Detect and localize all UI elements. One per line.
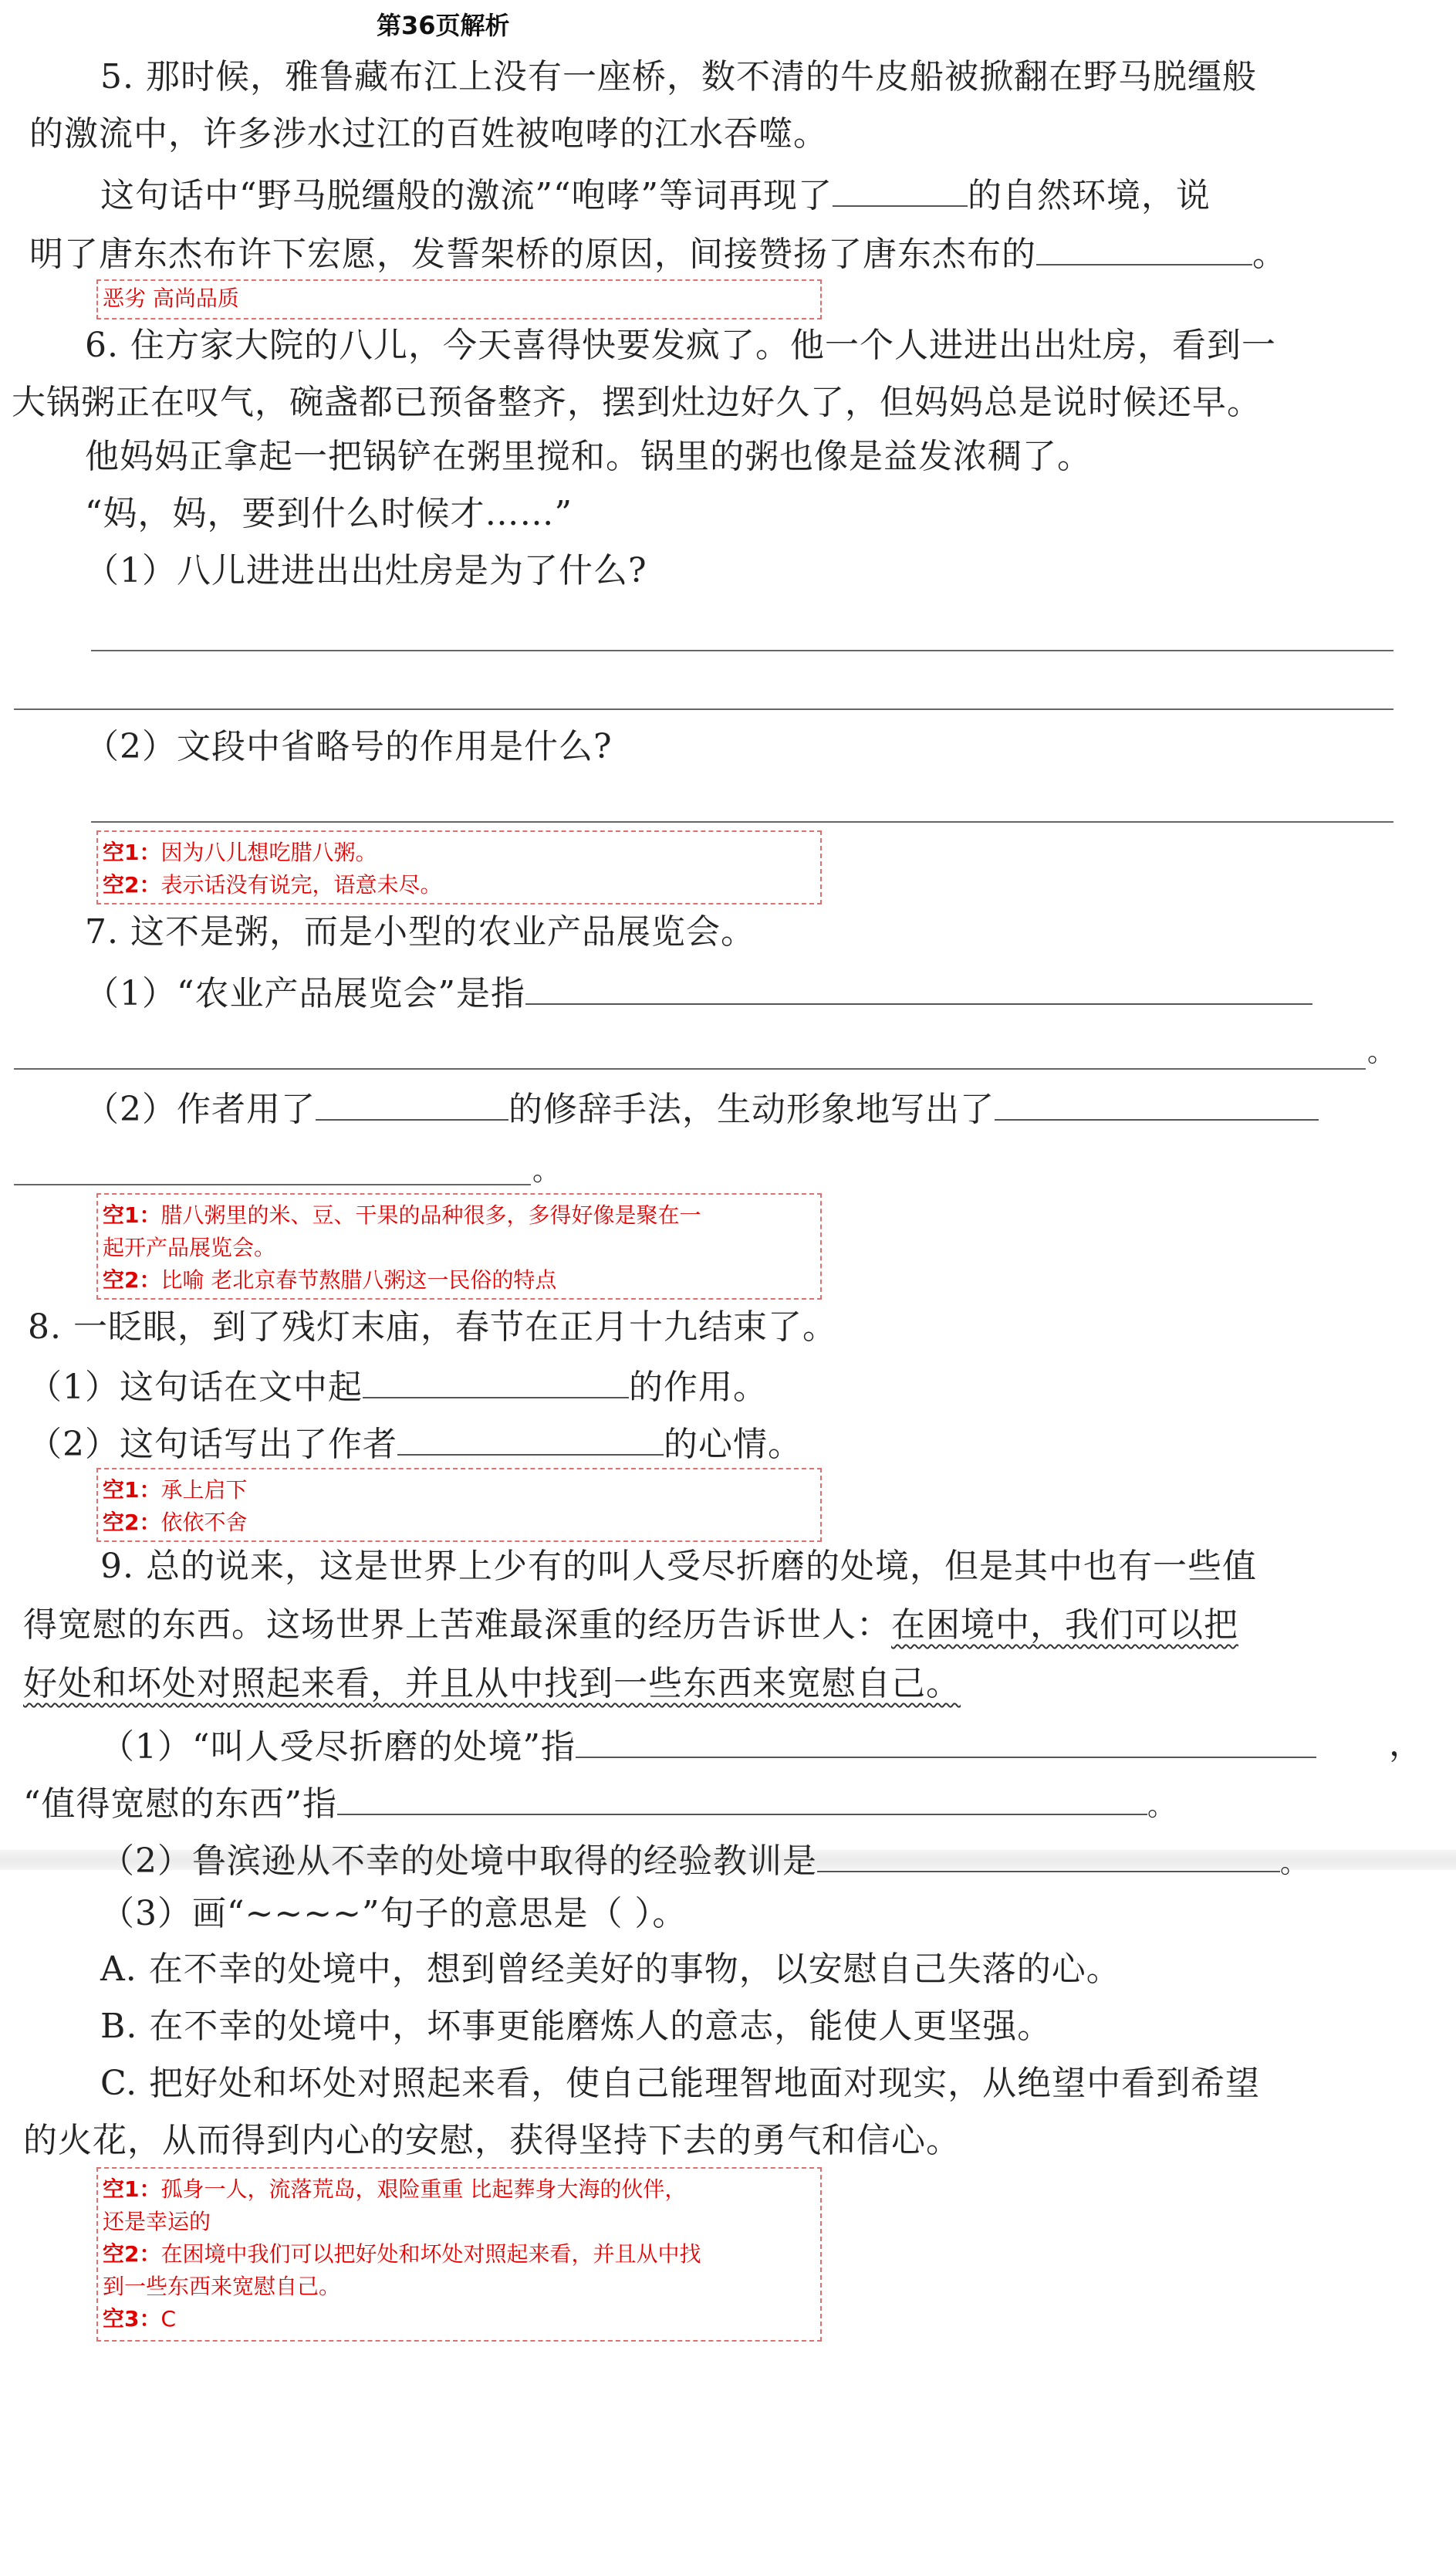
q9-blank-3[interactable] [817, 1837, 1280, 1872]
q9-wavy-sentence-end: 好处和坏处对照起来看，并且从中找到一些东西来宽慰自己。 [23, 1664, 961, 1703]
q6-answer-box [96, 830, 822, 905]
q5-line-3 [100, 171, 1211, 218]
q9-sub-1-comma: ， [1389, 1724, 1424, 1763]
q9-sub-2 [100, 1837, 1309, 1885]
q6-answer-line-1[interactable] [91, 650, 1394, 651]
q7-answer-line-1[interactable] [14, 1068, 1366, 1070]
q6-line-3: 他妈妈正拿起一把锅铲在粥里搅和。锅里的粥也像是益发浓稠了。 [85, 437, 1092, 476]
q9-sub-2-text: （2）鲁滨逊从不幸的处境中取得的经验教训是 [100, 1841, 817, 1881]
q9-answer-box [96, 2167, 822, 2342]
q8-answer-2-key: 空2： [103, 1510, 161, 1535]
q5-answer-box [96, 279, 822, 320]
q9-line-3 [23, 1662, 961, 1706]
q7-answer-2: 比喻 老北京春节熬腊八粥这一民俗的特点 [160, 1267, 557, 1293]
q8-sub-2-text: （2）这句话写出了作者 [28, 1425, 397, 1464]
page-header: 第36页解析 [377, 11, 510, 40]
q8-answer-1: 承上启下 [160, 1477, 248, 1503]
q9-sub-1 [100, 1723, 1316, 1769]
q9-sub-3: （3）画“~~~~”句子的意思是（ ）。 [100, 1894, 687, 1933]
q8-answer-2: 依依不舍 [160, 1510, 248, 1535]
q6-answer-line-3[interactable] [91, 821, 1394, 823]
q6-answer-1: 因为八儿想吃腊八粥。 [160, 840, 377, 865]
q9-answer-1-cont: 还是幸运的 [103, 2209, 211, 2234]
q7-sub-1-text: （1）“农业产品展览会”是指 [85, 974, 525, 1013]
q7-blank-1[interactable] [525, 969, 1312, 1005]
q9-wavy-sentence-start: 在困境中，我们可以把 [891, 1605, 1238, 1645]
q9-blank-2[interactable] [337, 1780, 1147, 1815]
q6-answer-1-key: 空1： [103, 840, 161, 865]
q8-blank-2[interactable] [397, 1420, 664, 1456]
q9-sub-1-b-end: 。 [1147, 1791, 1177, 1822]
q5-answer: 恶劣 高尚品质 [103, 286, 239, 311]
q8-answer-1-key: 空1： [103, 1477, 161, 1503]
q7-sub-1 [85, 969, 1312, 1016]
q8-sub-1 [28, 1363, 768, 1409]
q9-answer-3-key: 空3： [103, 2306, 161, 2332]
q8-sub-1-tail: 的作用。 [629, 1368, 768, 1407]
q8-sub-1-text: （1）这句话在文中起 [28, 1368, 363, 1407]
q7-sub-1-end: 。 [1367, 1036, 1397, 1068]
q5-line-4-text: 明了唐东杰布许下宏愿，发誓架桥的原因，间接赞扬了唐东杰布的 [29, 235, 1036, 274]
q9-option-b: B. 在不幸的处境中，坏事更能磨炼人的意志，能使人更坚强。 [100, 2007, 1052, 2046]
q6-sub-2: （2）文段中省略号的作用是什么? [85, 727, 613, 766]
q7-answer-1-key: 空1： [103, 1202, 161, 1228]
q5-line-1: 5. 那时候，雅鲁藏布江上没有一座桥，数不清的牛皮船被掀翻在野马脱缰般 [100, 57, 1257, 96]
q7-answer-1-cont: 起开产品展览会。 [103, 1235, 276, 1260]
q9-line-2 [23, 1604, 1238, 1647]
q9-sub-1-b [23, 1780, 1176, 1828]
q6-sub-1: （1）八儿进进出出灶房是为了什么? [85, 551, 647, 590]
q5-blank-2[interactable] [1036, 230, 1252, 265]
q8-answer-box [96, 1468, 822, 1542]
q6-answer-2-key: 空2： [103, 872, 161, 898]
q7-blank-3[interactable] [995, 1085, 1319, 1121]
q9-answer-2-key: 空2： [103, 2241, 161, 2267]
q5-line-4 [29, 230, 1287, 276]
q9-answer-2-cont: 到一些东西来宽慰自己。 [103, 2274, 341, 2299]
q9-sub-2-end: 。 [1280, 1848, 1309, 1879]
q9-answer-1: 孤身一人，流落荒岛，艰险重重 比起葬身大海的伙伴， [160, 2176, 687, 2202]
q6-line-2: 大锅粥正在叹气，碗盏都已预备整齐，摆到灶边好久了，但妈妈总是说时候还早。 [12, 383, 1262, 422]
q6-line-4: “妈，妈，要到什么时候才……” [85, 494, 573, 533]
q8-sub-2-tail: 的心情。 [664, 1425, 802, 1464]
q7-sub-2-text: （2）作者用了 [85, 1090, 316, 1129]
q7-line-1: 7. 这不是粥，而是小型的农业产品展览会。 [85, 912, 755, 952]
q9-line-1: 9. 总的说来，这是世界上少有的叫人受尽折磨的处境，但是其中也有一些值 [100, 1547, 1257, 1586]
q5-blank-1[interactable] [833, 171, 968, 207]
q9-answer-1-key: 空1： [103, 2176, 161, 2202]
q5-line-4-tail: 。 [1252, 235, 1287, 274]
q5-line-2: 的激流中，许多涉水过江的百姓被咆哮的江水吞噬。 [29, 114, 828, 154]
q7-sub-2-end: 。 [532, 1155, 562, 1187]
q9-line-2-text: 得宽慰的东西。这场世界上苦难最深重的经历告诉世人： [23, 1605, 891, 1645]
q7-sub-2-mid: 的修辞手法，生动形象地写出了 [508, 1090, 995, 1129]
q9-blank-1[interactable] [576, 1723, 1316, 1758]
q9-option-a: A. 在不幸的处境中，想到曾经美好的事物，以安慰自己失落的心。 [100, 1949, 1121, 1989]
q7-answer-box [96, 1193, 822, 1300]
q5-line-3-tail: 的自然环境，说 [967, 176, 1211, 215]
q7-blank-2[interactable] [316, 1085, 508, 1121]
q9-sub-1-b-text: “值得宽慰的东西”指 [23, 1784, 337, 1824]
q7-sub-2 [85, 1085, 1319, 1131]
q9-sub-1-text: （1）“叫人受尽折磨的处境”指 [100, 1727, 576, 1767]
q7-answer-1: 腊八粥里的米、豆、干果的品种很多，多得好像是聚在一 [160, 1202, 701, 1228]
q9-option-c: C. 把好处和坏处对照起来看，使自己能理智地面对现实，从绝望中看到希望 [100, 2064, 1261, 2103]
q7-answer-2-key: 空2： [103, 1267, 161, 1293]
q8-sub-2 [28, 1420, 802, 1466]
q6-answer-2: 表示话没有说完，语意未尽。 [160, 872, 442, 898]
q9-answer-2: 在困境中我们可以把好处和坏处对照起来看，并且从中找 [160, 2241, 701, 2267]
q7-answer-line-2[interactable] [14, 1184, 531, 1185]
q9-option-c-cont: 的火花，从而得到内心的安慰，获得坚持下去的勇气和信心。 [23, 2121, 961, 2160]
q5-line-3-text: 这句话中“野马脱缰般的激流”“咆哮”等词再现了 [100, 176, 833, 215]
q9-answer-3: C [160, 2306, 177, 2332]
q6-answer-line-2[interactable] [14, 708, 1394, 710]
q8-blank-1[interactable] [363, 1363, 629, 1398]
q6-line-1: 6. 住方家大院的八儿，今天喜得快要发疯了。他一个人进进出出灶房，看到一 [85, 326, 1276, 365]
q8-line-1: 8. 一眨眼，到了残灯末庙，春节在正月十九结束了。 [28, 1307, 837, 1347]
